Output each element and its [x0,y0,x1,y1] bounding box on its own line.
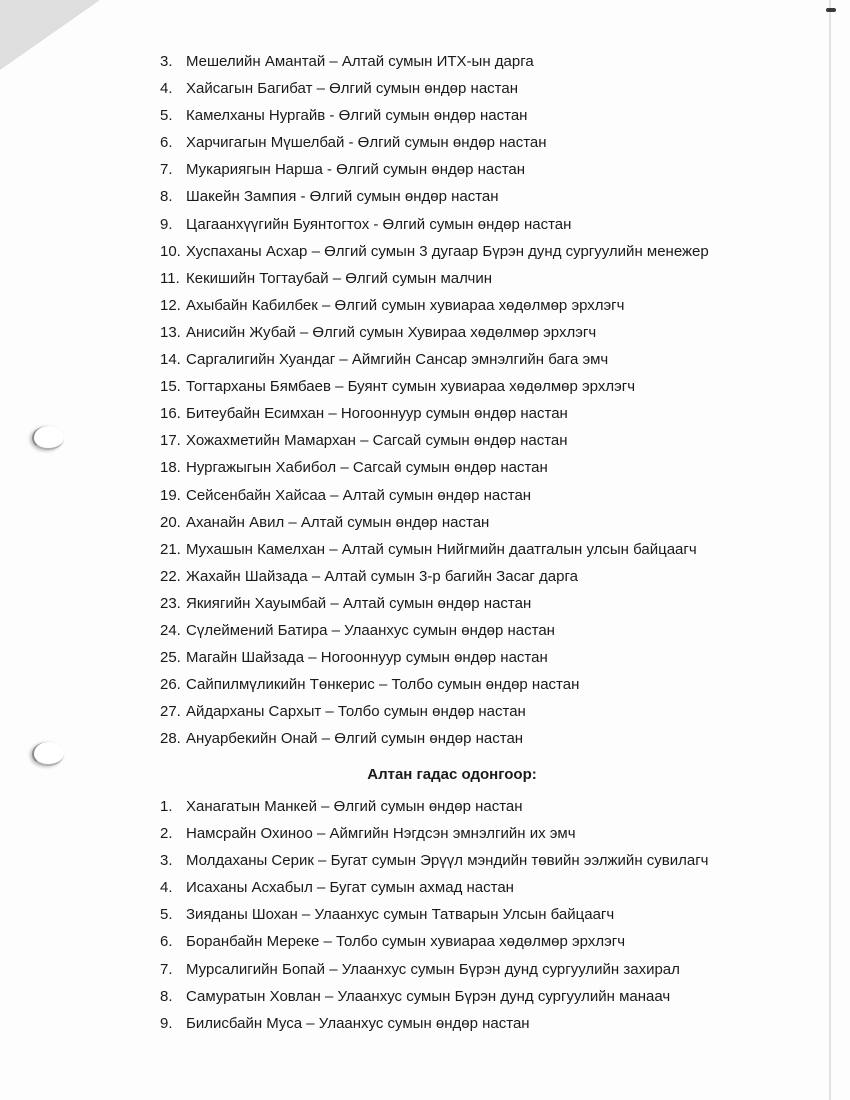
list-item-text: Нургажыгын Хабибол – Сагсай сумын өндөр настан [186,459,548,477]
list-item-number: 9. [160,215,173,233]
punch-hole-top [32,426,64,450]
list-item-number: 1. [160,798,173,815]
list-item-text: Битеубайн Есимхан – Ногооннуур сумын өндөр настан [186,405,568,423]
list-item-number: 26. [160,676,181,694]
list-item-text: Мурсалигийн Бопай – Улаанхус сумын Бүрэн дунд сургуулийн захирал [186,960,680,978]
list-item-text: Мешелийн Амантай – Алтай сумын ИТХ-ын дарга [186,53,534,70]
list-item-number: 25. [160,649,181,667]
list-item-number: 8. [160,987,173,1005]
list-item-text: Боранбайн Мереке – Толбо сумын хувиараа хөдөлмөр эрхлэгч [186,933,626,951]
list-item-text: Ханагатын Манкей – Өлгий сумын өндөр настан [186,798,523,815]
list-item-number: 27. [160,703,181,721]
list-item-text: Саргалигийн Хуандаг – Аймгийн Сансар эмнэлгийн бага эмч [186,351,609,369]
list-item-text: Хайсагын Багибат – Өлгий сумын өндөр настан [186,80,518,98]
list-item-number: 17. [160,432,181,450]
list-item-text: Билисбайн Муса – Улаанхус сумын өндөр настан [186,1014,530,1032]
list-item-text: Шакейн Зампия - Өлгий сумын өндөр настан [186,188,499,206]
list-item-number: 21. [160,540,181,558]
list-item-number: 13. [160,323,181,341]
section-heading-text: Алтан гадас одонгоор: [367,766,537,783]
list-item-number: 20. [160,513,181,531]
list-item-number: 6. [160,134,173,152]
list-item-text: Тогтарханы Бямбаев – Буянт сумын хувиараа хөдөлмөр эрхлэгч [186,378,636,396]
staple-mark [826,8,836,12]
scan-right-edge [829,0,831,1100]
list-item-text: Зияданы Шохан – Улаанхус сумын Татварын Улсын байцаагч [186,906,615,924]
list-item-number: 15. [160,378,181,396]
list-item-number: 3. [160,852,173,870]
list-item-number: 18. [160,459,181,477]
list-item-number: 5. [160,906,173,924]
list-item-number: 12. [160,296,181,314]
list-item-number: 3. [160,53,173,70]
list-item-text: Исаханы Асхабыл – Бугат сумын ахмад настан [186,879,514,897]
list-item-text: Цагаанхүүгийн Буянтогтох - Өлгий сумын өндөр настан [186,215,572,233]
section-heading [0,766,850,783]
list-item-text: Ахыбайн Кабилбек – Өлгий сумын хувиараа хөдөлмөр эрхлэгч [186,296,625,314]
list-item-number: 7. [160,960,173,978]
list-item-number: 23. [160,594,181,612]
list-item-number: 9. [160,1014,173,1032]
list-item-text: Сайпилмүликийн Төнкерис – Толбо сумын өндөр настан [186,676,580,694]
list-item-text: Мухашын Камелхан – Алтай сумын Нийгмийн даатгалын улсын байцаагч [186,540,697,558]
list-item-text: Ануарбекийн Онай – Өлгий сумын өндөр настан [186,730,524,748]
list-item-number: 16. [160,405,181,423]
list-item-text: Харчигагын Мүшелбай - Өлгий сумын өндөр настан [186,134,547,152]
list-item-number: 2. [160,825,173,843]
list-item-text: Хожахметийн Мамархан – Сагсай сумын өндөр настан [186,432,568,450]
list-item-text: Сүлеймений Батира – Улаанхус сумын өндөр настан [186,621,555,639]
list-item-number: 7. [160,161,173,179]
list-item-number: 22. [160,567,181,585]
list-item-text: Хуспаханы Асхар – Өлгий сумын 3 дугаар Бүрэн дунд сургуулийн менежер [186,242,709,260]
list-item-number: 10. [160,242,181,260]
list-item-number: 6. [160,933,173,951]
list-item-number: 24. [160,621,181,639]
list-item-number: 28. [160,730,181,748]
list-item-text: Якиягийн Хауымбай – Алтай сумын өндөр настан [186,594,532,612]
list-item-text: Намсрайн Охиноо – Аймгийн Нэгдсэн эмнэлгийн их эмч [186,825,576,843]
list-item-text: Кекишийн Тогтаубай – Өлгий сумын малчин [186,269,493,287]
list-item-number: 4. [160,879,173,897]
list-item-text: Анисийн Жубай – Өлгий сумын Хувираа хөдөлмөр эрхлэгч [186,323,597,341]
list-item-number: 4. [160,80,173,98]
list-item-number: 11. [160,269,180,287]
list-item-number: 14. [160,351,181,369]
list-item-text: Молдаханы Серик – Бугат сумын Эрүүл мэндийн төвийн ээлжийн сувилагч [186,852,709,870]
list-item-text: Самуратын Ховлан – Улаанхус сумын Бүрэн дунд сургуулийн манаач [186,987,671,1005]
list-item-number: 5. [160,107,173,125]
list-item-text: Аханайн Авил – Алтай сумын өндөр настан [186,513,490,531]
list-item-text: Айдарханы Сархыт – Толбо сумын өндөр настан [186,703,526,721]
list-item-text: Сейсенбайн Хайсаа – Алтай сумын өндөр настан [186,486,532,504]
list-item-number: 19. [160,486,181,504]
list-item-text: Жахайн Шайзада – Алтай сумын 3-р багийн Засаг дарга [186,567,578,585]
list-item-text: Камелханы Нургайв - Өлгий сумын өндөр настан [186,107,528,125]
list-item-text: Мукариягын Нарша - Өлгий сумын өндөр настан [186,161,526,179]
list-item-text: Магайн Шайзада – Ногооннуур сумын өндөр настан [186,649,548,667]
list-item-number: 8. [160,188,173,206]
scan-corner-shadow [0,0,100,70]
punch-hole-bottom [32,742,64,766]
